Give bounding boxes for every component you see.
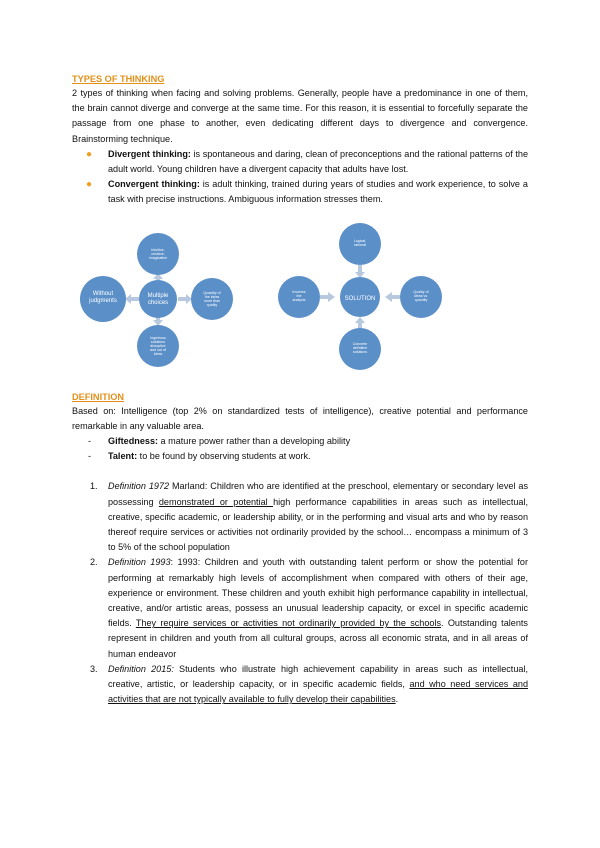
divergent-bottom-line-4: and out of (150, 347, 166, 352)
dash-marker: - (88, 436, 92, 447)
dash-text: a mature power rather than a developing ability (158, 436, 351, 447)
item-number: 3. (90, 663, 98, 674)
definition-heading: DEFINITION (72, 391, 125, 402)
item-title: Definition 2015: (108, 663, 174, 674)
bullet-dot-icon: ● (86, 148, 93, 160)
convergent-bottom-line-3: solutions (352, 349, 368, 354)
convergent-bottom-line-1: Concrete (352, 341, 368, 346)
divergent-right-line-1: Quantity of (203, 290, 221, 295)
item-text-a: Marland: Children who are identified at the preschool, elementary or secondary level as possessing (108, 481, 528, 507)
diagram-divergent (80, 233, 233, 367)
bullet-convergent (72, 177, 528, 207)
convergent-left-line-2: the (296, 293, 302, 298)
types-intro: 2 types of thinking when facing and solving problems. Generally, people have a predominance in one of them, the brain cannot diverge and converge at the same time. For this reason, it is essential to forcefully separate the passage from one phase to another, even dedicating different days to divergence and convergence. Brainstorming technique. (72, 88, 528, 144)
item-underlined: and who need services and activities that are not typically available to fully develop their capabilities (108, 679, 529, 705)
divergent-bottom-line-3: disruptive (150, 343, 166, 348)
bullet-text: is adult thinking, trained during years of studies and work experience, to solve a task with precise instructions. Ambiguous information stresses them. (108, 179, 528, 205)
convergent-bottom-line-2: definitive (352, 345, 368, 350)
convergent-left-line-3: analysis (292, 297, 306, 302)
bullet-dot-icon: ● (86, 179, 93, 191)
definition-item-1993 (72, 555, 528, 661)
diagram-convergent (278, 223, 442, 370)
item-text-a: : 1993: Children and youth with outstanding talent perform or show the potential for performing at remarkably high levels of accomplishment when compared with others of their age, experience or environment. These children and youth exhibit high performance capability in intellectual, creative, and/or artistic areas, possess an unusual leadership capacity, or excel in specific academic fields. (108, 557, 528, 629)
bullet-text: is spontaneous and daring, clean of preconceptions and the rational patterns of the adult world. Young children have a divergent capacity that adults have lost. (108, 148, 529, 175)
dash-item-giftedness (72, 434, 528, 449)
divergent-right-line-3: more than (203, 298, 221, 303)
bullet-term: Convergent thinking: (108, 179, 200, 190)
item-text-a: Students who illustrate high achievement capability in areas such as intellectual, creative, artistic, or leadership capacity, or in specific academic fields, (108, 663, 528, 690)
dash-marker: - (88, 451, 92, 462)
definition-item-2015 (72, 662, 528, 708)
thinking-diagrams (72, 214, 528, 384)
item-text-b: high performance capabilities in areas such as intellectual, creative, specific academic, or leadership ability, or in the performing and visual arts and who by reason thereof require services or activities not ordinarily provided by the school… encompass a minimum of 3 to 5% of the school population (108, 496, 529, 553)
diagrams-svg (72, 214, 528, 384)
divergent-center-line-1: Multiple (147, 292, 169, 299)
convergent-left-line-1: Involves (292, 289, 306, 294)
divergent-right-line-2: the ideas (204, 294, 220, 299)
item-number: 2. (90, 557, 98, 568)
item-underlined: They require services or activities not ordinarily provided by the schools (135, 618, 442, 629)
convergent-right-line-3: quantity (414, 297, 428, 302)
types-heading: TYPES OF THINKING (72, 74, 165, 84)
convergent-center-line-1: SOLUTION (344, 295, 376, 302)
dash-term: Talent: (108, 451, 138, 462)
item-text-b: . Outstanding talents represent in children and youth from all cultural groups, across all economic strata, and in all areas of human endeavor (108, 618, 528, 659)
definition-item-1972 (72, 479, 528, 555)
divergent-bottom-line-2: solutions (150, 339, 166, 344)
divergent-left-line-1: Without (92, 290, 114, 297)
bullet-term: Divergent thinking: (108, 148, 191, 159)
convergent-top-line-1: Logical, (353, 238, 367, 243)
item-number: 1. (90, 481, 98, 492)
divergent-center-node (139, 280, 177, 318)
divergent-right-line-4: quality (206, 302, 218, 307)
divergent-top-line-1: Intuitive, (151, 247, 165, 252)
dash-term: Giftedness: (108, 436, 159, 447)
divergent-top-line-3: imaginative (148, 255, 168, 260)
item-underlined: demonstrated or potential (158, 496, 274, 507)
item-title: Definition 1993 (108, 557, 171, 568)
dash-text: to be found by observing students at work. (137, 451, 311, 462)
item-title: Definition 1972 (108, 481, 170, 492)
divergent-bottom-line-5: ideas (153, 351, 163, 356)
convergent-right-line-2: ideas vs. (413, 293, 429, 298)
divergent-bottom-line-1: Ingenious (150, 335, 166, 340)
divergent-top-line-2: creative, (151, 251, 165, 256)
convergent-top-line-2: rational (354, 242, 366, 247)
dash-item-talent (72, 449, 528, 464)
document-page (72, 72, 528, 707)
definition-intro: Based on: Intelligence (top 2% on standardized tests of intelligence), creative potential and performance remarkable in any valuable area. (72, 405, 528, 431)
convergent-right-line-1: Quality of (413, 289, 429, 294)
item-text-b: . (395, 694, 399, 705)
bullet-divergent (72, 147, 528, 177)
divergent-left-line-2: judgments (89, 297, 117, 304)
divergent-center-line-2: choices (147, 299, 169, 306)
